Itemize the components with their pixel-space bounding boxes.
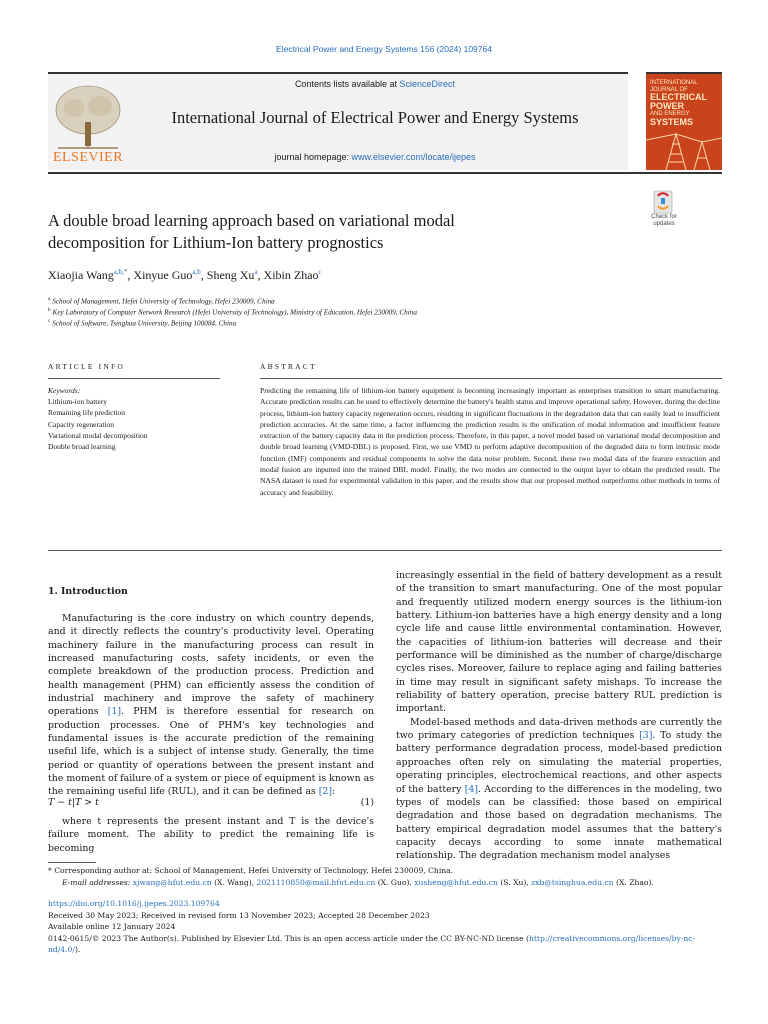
license-text-end: ). bbox=[74, 944, 81, 954]
received-dates: Received 30 May 2023; Received in revised form 13 November 2023; Accepted 28 December 2023 bbox=[48, 911, 430, 920]
paragraph: where t represents the present instant and T is the device's failure moment. The ability to predict the remaining life is becoming bbox=[48, 816, 374, 854]
email-addresses bbox=[62, 878, 722, 889]
keyword-item: Double broad learning bbox=[48, 442, 116, 452]
check-for-updates-icon[interactable] bbox=[648, 190, 678, 216]
paragraph-text: : bbox=[332, 786, 336, 798]
paragraph-text: . To study the battery performance degradation process, model-based prediction approaches often rely on simulating the material properties, operating principles, electrochemical reactions, and other aspects of the battery bbox=[396, 730, 722, 795]
email-owner: (X. Guo), bbox=[377, 878, 412, 887]
author-name[interactable]: Xibin Zhao bbox=[263, 268, 319, 282]
intro-right-column bbox=[396, 569, 722, 863]
cover-line-4: AND ENERGY bbox=[650, 111, 690, 117]
affiliation bbox=[48, 318, 236, 327]
power-pylon-icon bbox=[646, 126, 722, 170]
journal-cover-thumbnail[interactable] bbox=[646, 72, 722, 170]
license-link[interactable]: http://creativecommons.org/licenses/by-nc-nd/4.0/ bbox=[48, 934, 696, 954]
paragraph-text: . According to the differences in the modeling, two types of models can be classified: those based on empirical degradation and those based on degradation mechanisms. The battery empirical degradation model assumes that the battery's capacity decays according to some innate mathematical relationship. The degradation mechanism model analyses bbox=[396, 783, 722, 862]
equation-1 bbox=[48, 797, 374, 808]
intro-left-column-continued bbox=[48, 815, 374, 855]
homepage-prefix: journal homepage: bbox=[274, 152, 349, 162]
check-updates-line-2: updates bbox=[653, 220, 675, 227]
citation-link[interactable]: [3] bbox=[639, 730, 653, 742]
contents-prefix: Contents lists available at bbox=[294, 79, 397, 89]
keyword-item: Capacity regeneration bbox=[48, 419, 115, 429]
doi-link[interactable]: https://doi.org/10.1016/j.ijepes.2023.109764 bbox=[48, 899, 220, 908]
check-updates-line-1: Check for bbox=[651, 214, 677, 220]
paragraph-text: Manufacturing is the core industry on which country depends, and it directly reflects the country's productivity level. Operating machinery failure in the manufacturing process can result in increased manufacturing costs, safety incidents, or even the complete breakdown of the production process. Prediction and health management (PHM) can efficiently assess the condition of industrial machinery and improve the safety of machinery operations bbox=[48, 613, 374, 718]
journal-title: International Journal of Electrical Power and Energy Systems bbox=[171, 108, 579, 127]
paragraph-text: . PHM is therefore essential for research on production processes. One of PHM's key technologies and fundamental issues is the accurate prediction of the remaining useful life, which is a subject of intense study. Generally, the time period or quantity of operations between the present instant and the moment of failure of a system or piece of equipment is known as the remaining useful life (RUL), and it can be defined as bbox=[48, 706, 374, 798]
author-name[interactable]: Sheng Xu bbox=[206, 268, 255, 282]
author-name[interactable]: Xinyue Guo bbox=[133, 268, 193, 282]
affiliation bbox=[48, 296, 275, 305]
article-title-line-1: A double broad learning approach based on variational modal bbox=[48, 211, 455, 230]
cover-line-2: ELECTRICAL bbox=[650, 92, 707, 102]
cover-line-3: POWER bbox=[650, 101, 685, 111]
sciencedirect-link[interactable]: ScienceDirect bbox=[399, 79, 456, 89]
contents-availability bbox=[140, 79, 610, 89]
keyword-item: Variational modal decomposition bbox=[48, 430, 148, 440]
abstract-rule bbox=[260, 378, 722, 379]
email-owner: (X. Wang), bbox=[214, 878, 255, 887]
equation-expression: T − t|T > t bbox=[48, 797, 99, 808]
publisher-wordmark: ELSEVIER bbox=[52, 150, 124, 165]
author-affil-sup[interactable]: a,b,* bbox=[113, 268, 128, 276]
email-link[interactable]: xusheng@hfut.edu.cn bbox=[414, 878, 498, 887]
equation-number: (1) bbox=[360, 797, 374, 808]
section-heading-introduction: 1. Introduction bbox=[48, 586, 128, 597]
affiliation bbox=[48, 307, 417, 316]
email-link[interactable]: xjwang@hfut.edu.cn bbox=[132, 878, 212, 887]
homepage-link[interactable]: www.elsevier.com/locate/ijepes bbox=[351, 152, 476, 162]
abstract-text: Predicting the remaining life of lithium-ion battery equipment is becoming increasingly important as enterprises transition to smart manufacturing. Accurate prediction results can be used to effectively determine the battery's health status and improve operational safety. However, during the decline process, lithium-ion battery capacity regeneration occurs, resulting in significant fluctuations in the degradation data that can easily lead to insufficient prediction accuracies. At the same time, a factor influencing the prediction results is the unification of modal information and insufficient feature extraction of the battery capacity data in the prediction process. Therefore, in this paper, a novel model based on variational modal decomposition and double broad learning (VMD-DBL) is proposed. First, we use VMD to perform adaptive decomposition of the degraded data to form intrinsic mode function (IMF) components and residual components to solve the data noise problem. Second, these two modal data of the feature extraction and modal fusion are inputted into the trained DBL model. Finally, the two modes are connected to the output layer to obtain the predicted result. The NASA dataset is used for experimental validation in this paper, and the results show that our proposed method outperforms other methods in terms of accuracy and feasibility. bbox=[260, 386, 720, 497]
email-label: E-mail addresses: bbox=[62, 878, 131, 887]
available-online-date: Available online 12 January 2024 bbox=[48, 922, 176, 931]
intro-left-column bbox=[48, 612, 374, 799]
article-title-line-2: decomposition for Lithium-Ion battery prognostics bbox=[48, 233, 384, 252]
cover-line-5: SYSTEMS bbox=[650, 116, 694, 127]
check-for-updates-label[interactable] bbox=[640, 214, 688, 227]
footnote-rule bbox=[48, 862, 96, 863]
keywords-block bbox=[48, 385, 228, 452]
abstract-heading: ABSTRACT bbox=[260, 362, 317, 371]
paragraph bbox=[396, 716, 722, 863]
license-text: 0142-0615/© 2023 The Author(s). Published by Elsevier Ltd. This is an open access article under the CC BY-NC-ND license ( bbox=[48, 934, 529, 943]
affiliation-text: Key Laboratory of Computer Network Research (Hefei University of Technology), Ministry of Education, Hefei 230009, China bbox=[52, 308, 417, 317]
email-link[interactable]: 2021110850@mail.hfut.edu.cn bbox=[256, 878, 376, 887]
author-affil-sup[interactable]: a,b bbox=[192, 268, 201, 276]
paragraph-text: Model-based methods and data-driven methods are currently the two primary categories of prediction techniques bbox=[396, 716, 722, 742]
author-affil-sup[interactable]: a bbox=[254, 268, 258, 276]
journal-reference[interactable]: Electrical Power and Energy Systems 156 (2024) 109764 bbox=[276, 44, 492, 54]
author-list: Xiaojia Wang$^{a,b,*}$, Xinyue Guo$^{a,b}$, Sheng Xu$^a$, Xibin Zhao$^c$ bbox=[48, 268, 322, 282]
affiliation-text: School of Management, Hefei University of Technology, Hefei 230009, China bbox=[52, 297, 275, 306]
cover-line-1: INTERNATIONAL JOURNAL OF bbox=[650, 80, 698, 93]
keyword-item: Lithium-ion battery bbox=[48, 397, 107, 407]
keywords-label: Keywords: bbox=[48, 386, 81, 395]
masthead-bottom-rule bbox=[48, 172, 722, 174]
email-link[interactable]: zxb@tsinghua.edu.cn bbox=[531, 878, 614, 887]
license-statement bbox=[48, 934, 722, 955]
citation-link[interactable]: [2] bbox=[318, 786, 333, 798]
paragraph bbox=[48, 612, 374, 799]
article-title bbox=[48, 210, 588, 254]
email-owner: (S. Xu), bbox=[500, 878, 529, 887]
article-info-rule bbox=[48, 378, 220, 379]
author-affil-sup[interactable]: c bbox=[318, 268, 322, 276]
affiliation-sup: c bbox=[48, 318, 51, 324]
affiliation-sup: a bbox=[48, 296, 51, 302]
author-name[interactable]: Xiaojia Wang bbox=[48, 268, 114, 282]
affiliation-sup: b bbox=[48, 307, 51, 313]
corresponding-author-note: * Corresponding author at: School of Management, Hefei University of Technology, Hefei 230009, China. bbox=[48, 866, 454, 875]
keyword-item: Remaining life prediction bbox=[48, 408, 126, 418]
journal-homepage bbox=[140, 152, 610, 162]
paragraph: increasingly essential in the field of battery development as a result of the transition to smart manufacturing. One of the most popular and frequently utilized modern energy sources is the lithium-ion battery. Lithium-ion batteries have a high energy density and a long cycle life and cause little environmental contamination. However, the capacities of lithium-ion batteries will decrease and their performance will be diminished as the number of charge/discharge cycles rises. Moreover, failure to replace aging and failing batteries in time may result in significant safety mishaps. To increase the reliability of battery operation, precise battery RUL prediction is important. bbox=[396, 570, 722, 715]
email-owner: (X. Zhao). bbox=[616, 878, 654, 887]
article-info-heading: ARTICLE INFO bbox=[48, 362, 125, 371]
affiliation-text: School of Software, Tsinghua University, Beijing 100084, China bbox=[52, 319, 237, 328]
citation-link[interactable]: [1] bbox=[107, 706, 122, 718]
abstract-bottom-rule bbox=[48, 550, 722, 551]
citation-link[interactable]: [4] bbox=[464, 783, 478, 795]
